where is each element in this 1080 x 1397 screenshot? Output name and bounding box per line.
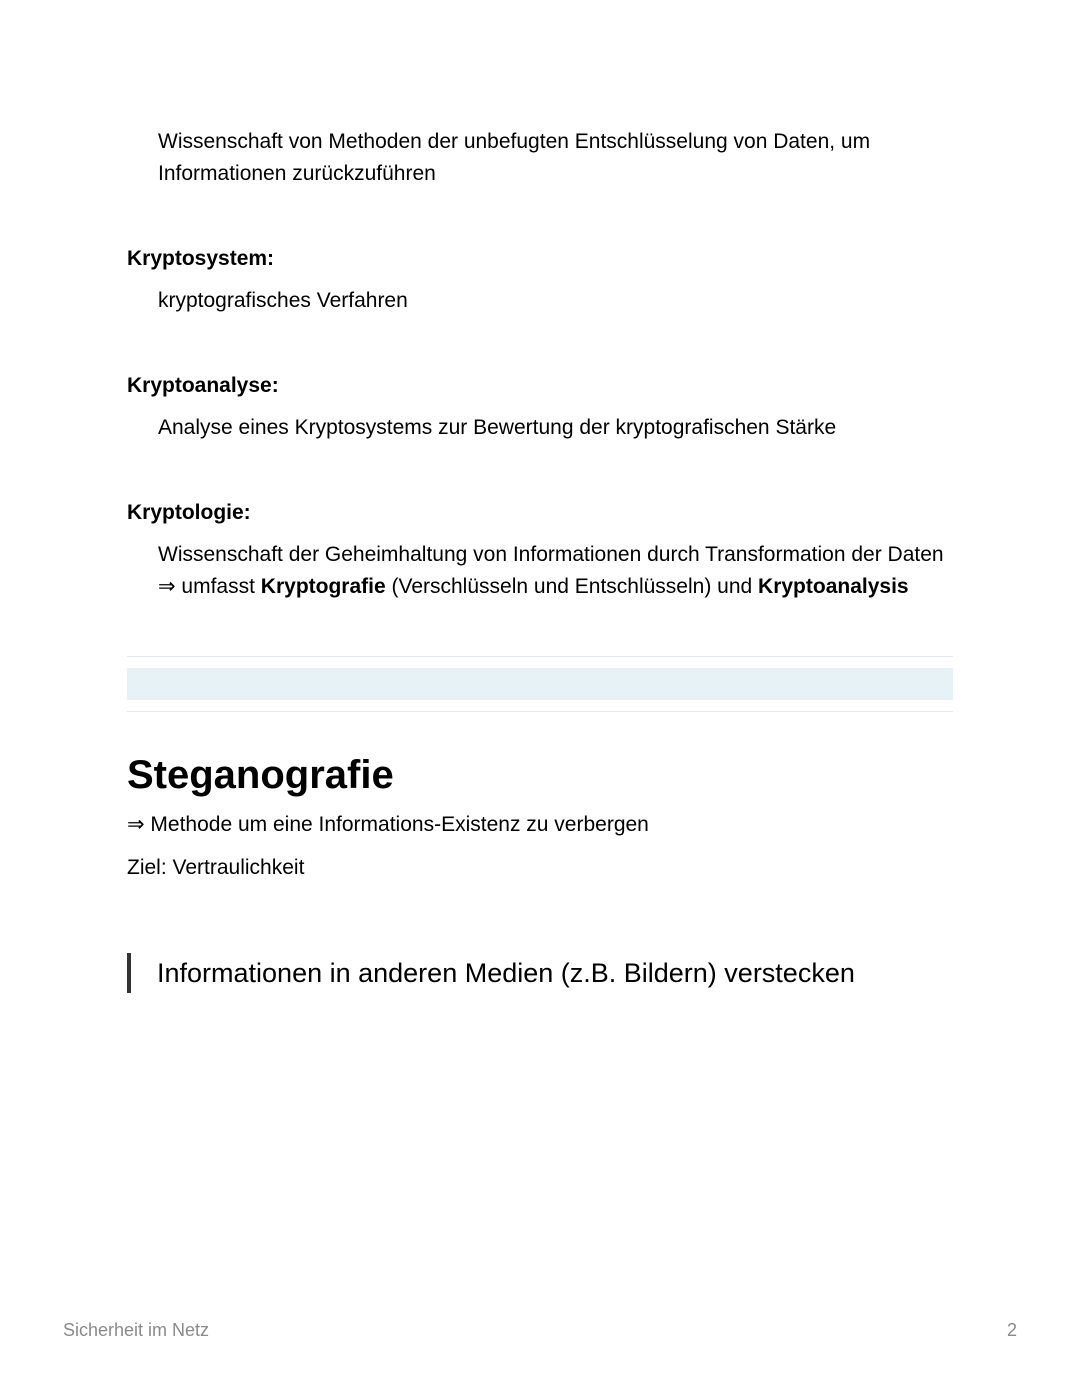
- kryptologie-bold-kryptografie: Kryptografie: [260, 575, 386, 598]
- footer-title: Sicherheit im Netz: [63, 1320, 210, 1340]
- blockquote-bar: [127, 953, 131, 993]
- divider-top: [127, 656, 953, 657]
- term-kryptoanalyse: Kryptoanalyse:: [127, 374, 279, 397]
- definition-kryptoanalyse: Analyse eines Kryptosystems zur Bewertung der kryptografischen Stärke: [158, 416, 837, 439]
- kryptologie-middle: (Verschlüsseln und Entschlüsseln) und: [385, 575, 759, 598]
- definition-kryptologie-line2: [158, 571, 909, 603]
- steganografie-goal-text: Ziel: Vertraulichkeit: [127, 856, 305, 879]
- term-kryptosystem: Kryptosystem:: [127, 247, 275, 270]
- definition-text-kryptoanalysis-line1: Wissenschaft von Methoden der unbefugten Entschlüsselung von Daten, um: [158, 130, 871, 153]
- footer-page-number: 2: [1006, 1320, 1017, 1340]
- kryptologie-prefix: ⇒ umfasst: [158, 575, 261, 598]
- definition-kryptologie-line1: Wissenschaft der Geheimhaltung von Informationen durch Transformation der Daten: [158, 543, 944, 566]
- heading-steganografie: Steganografie: [127, 753, 394, 797]
- definition-kryptosystem: kryptografisches Verfahren: [158, 289, 408, 312]
- kryptologie-bold-kryptoanalysis: Kryptoanalysis: [758, 575, 909, 598]
- blockquote-text: Informationen in anderen Medien (z.B. Bildern) verstecken: [157, 958, 855, 988]
- term-kryptologie: Kryptologie:: [127, 501, 251, 524]
- divider-bottom: [127, 711, 953, 712]
- definition-text-kryptoanalysis-line2: Informationen zurückzuführen: [158, 162, 436, 185]
- steganografie-method-text: ⇒ Methode um eine Informations-Existenz zu verbergen: [127, 813, 649, 836]
- highlight-band: [127, 668, 953, 700]
